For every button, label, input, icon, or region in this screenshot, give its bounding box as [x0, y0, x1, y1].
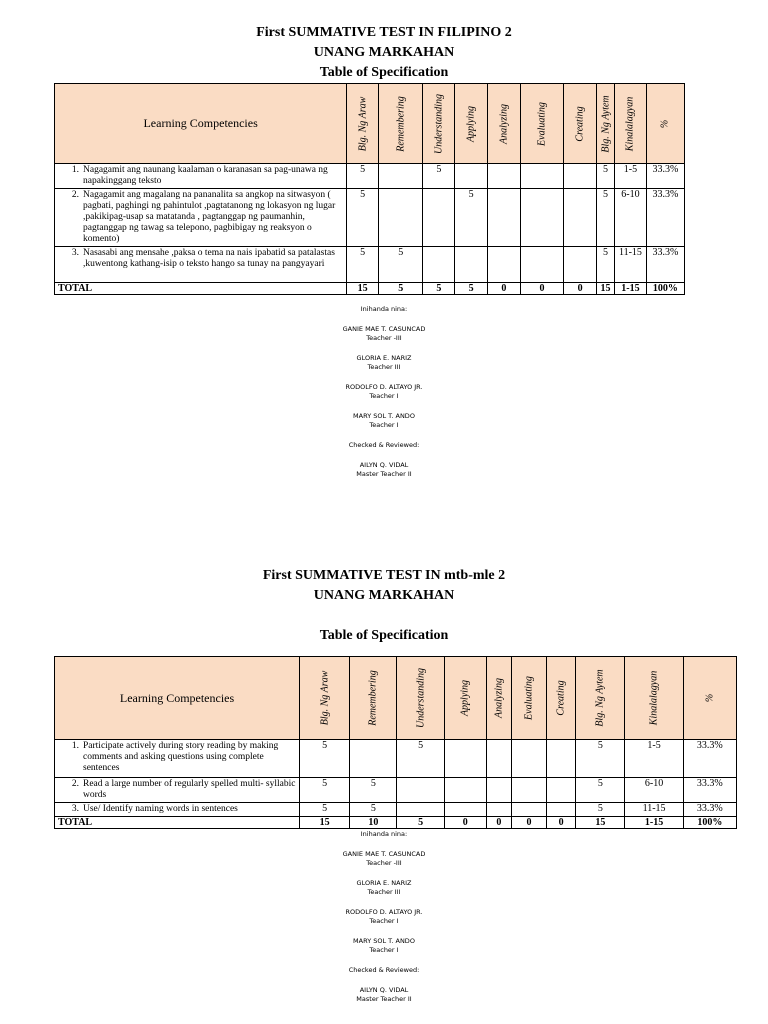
header-col-6	[564, 84, 597, 164]
competency-text	[58, 190, 343, 245]
header-col-label: Remembering	[395, 95, 407, 152]
section1-title-line3: Table of Specification	[319, 65, 449, 80]
competency-number: 3.	[71, 248, 79, 258]
section2-title-line1: First SUMMATIVE TEST IN mtb-mle 2	[262, 568, 506, 583]
total-row	[55, 817, 737, 829]
header-col-6	[547, 657, 576, 740]
header-learning-competencies: Learning Competencies	[55, 84, 347, 164]
total-label: TOTAL	[55, 817, 300, 829]
competency-number: 1.	[71, 741, 79, 751]
signatory-role: Teacher I	[369, 917, 399, 925]
header-col-label: Applying	[465, 105, 477, 142]
value-cell	[547, 803, 576, 817]
value-cell	[444, 740, 486, 778]
value-cell: 33.3%	[683, 778, 736, 803]
header-col-label: Blg. Ng Aytem	[594, 669, 606, 727]
header-col-label: Kinalalagyan	[648, 670, 660, 726]
table-row	[55, 740, 737, 778]
value-cell: 6-10	[625, 778, 683, 803]
value-cell: 5	[350, 778, 397, 803]
header-col-7	[597, 84, 615, 164]
total-cell: 15	[597, 283, 615, 295]
total-cell: 15	[300, 817, 350, 829]
header-col-2	[397, 657, 444, 740]
competency-number: 3.	[71, 804, 79, 814]
total-cell: 5	[455, 283, 488, 295]
competency-description: Read a large number of regularly spelled multi- syllabic words	[83, 779, 296, 800]
competency-cell	[55, 803, 300, 817]
competency-text	[58, 165, 343, 187]
signatory-role: Teacher -III	[366, 334, 402, 342]
value-cell: 5	[576, 778, 625, 803]
table-row	[55, 778, 737, 803]
value-cell: 33.3%	[683, 803, 736, 817]
value-cell	[350, 740, 397, 778]
header-col-0	[347, 84, 379, 164]
header-col-label: %	[659, 119, 671, 128]
competency-text	[58, 779, 296, 801]
signatories-block-2	[0, 830, 768, 1004]
header-col-0	[300, 657, 350, 740]
competency-number: 1.	[71, 165, 79, 175]
value-cell	[520, 247, 563, 283]
value-cell	[455, 164, 488, 189]
value-cell	[455, 247, 488, 283]
total-cell: 1-15	[625, 817, 683, 829]
value-cell	[444, 803, 486, 817]
header-col-label: Understanding	[433, 93, 445, 154]
value-cell	[520, 164, 563, 189]
signatory-role: Teacher I	[369, 392, 399, 400]
competency-cell	[55, 189, 347, 247]
reviewer-name: AILYN Q. VIDAL	[359, 461, 409, 469]
value-cell: 5	[347, 247, 379, 283]
value-cell: 5	[347, 164, 379, 189]
section1-title	[0, 23, 768, 83]
value-cell: 33.3%	[683, 740, 736, 778]
value-cell: 33.3%	[646, 247, 684, 283]
total-cell: 5	[397, 817, 444, 829]
value-cell	[520, 189, 563, 247]
header-col-3	[444, 657, 486, 740]
total-cell: 0	[488, 283, 521, 295]
header-col-1	[378, 84, 422, 164]
value-cell	[378, 189, 422, 247]
signatories-block-1	[0, 305, 768, 479]
value-cell: 5	[576, 740, 625, 778]
header-col-label: Evaluating	[536, 101, 548, 146]
table-header-row	[55, 84, 685, 164]
value-cell: 5	[300, 803, 350, 817]
total-cell: 0	[520, 283, 563, 295]
total-cell: 0	[486, 817, 511, 829]
value-cell: 6-10	[615, 189, 647, 247]
signatory-name: GANIE MAE T. CASUNCAD	[342, 325, 426, 333]
value-cell	[547, 740, 576, 778]
signatory-role: Teacher I	[369, 946, 399, 954]
header-col-1	[350, 657, 397, 740]
total-cell: 0	[511, 817, 546, 829]
total-cell: 0	[444, 817, 486, 829]
signatory-name: MARY SOL T. ANDO	[353, 937, 415, 945]
total-cell: 1-15	[615, 283, 647, 295]
prepared-by-label: Inihanda nina:	[360, 305, 408, 313]
header-col-label: Blg. Ng Aytem	[600, 94, 612, 153]
value-cell	[397, 803, 444, 817]
header-col-label: Evaluating	[523, 676, 535, 720]
spec-table-filipino	[54, 83, 685, 295]
value-cell: 11-15	[615, 247, 647, 283]
total-cell: 100%	[683, 817, 736, 829]
competency-description: Use/ Identify naming words in sentences	[83, 804, 238, 814]
competency-number: 2.	[71, 779, 79, 789]
spec-table-mtb-mle	[54, 656, 737, 829]
signatory-name: RODOLFO D. ALTAYO JR.	[345, 383, 423, 391]
value-cell	[486, 740, 511, 778]
signatory-name: MARY SOL T. ANDO	[353, 412, 415, 420]
value-cell	[564, 247, 597, 283]
header-col-9	[646, 84, 684, 164]
total-cell: 5	[423, 283, 455, 295]
signatory-role: Teacher I	[369, 421, 399, 429]
header-col-5	[511, 657, 546, 740]
total-cell: 0	[564, 283, 597, 295]
signatory-name: GLORIA E. NARIZ	[356, 879, 412, 887]
value-cell: 5	[455, 189, 488, 247]
checked-reviewed-label: Checked & Reviewed:	[348, 966, 420, 974]
total-cell: 0	[547, 817, 576, 829]
value-cell	[511, 740, 546, 778]
value-cell	[378, 164, 422, 189]
header-col-label: Understanding	[415, 668, 427, 728]
value-cell	[423, 247, 455, 283]
section2-title-line2: UNANG MARKAHAN	[313, 588, 455, 603]
value-cell: 1-5	[615, 164, 647, 189]
competency-cell	[55, 740, 300, 778]
table-row	[55, 247, 685, 283]
section1-title-line1: First SUMMATIVE TEST IN FILIPINO 2	[256, 25, 512, 40]
table-header-row	[55, 657, 737, 740]
value-cell	[488, 247, 521, 283]
competency-cell	[55, 778, 300, 803]
reviewer-name: AILYN Q. VIDAL	[359, 986, 409, 994]
header-learning-competencies: Learning Competencies	[55, 657, 300, 740]
signatory-name: RODOLFO D. ALTAYO JR.	[345, 908, 423, 916]
header-col-label: Blg. Ng Araw	[319, 670, 331, 726]
header-col-3	[455, 84, 488, 164]
section2-title-line3: Table of Specification	[319, 628, 449, 643]
value-cell: 11-15	[625, 803, 683, 817]
header-col-label: Blg. Ng Araw	[357, 96, 369, 151]
value-cell	[511, 778, 546, 803]
table-row	[55, 164, 685, 189]
header-col-label: %	[704, 693, 716, 703]
header-col-8	[615, 84, 647, 164]
value-cell	[564, 164, 597, 189]
competency-description: Nagagamit ang naunang kaalaman o karanasan sa pag-unawa ng napakinggang teksto	[83, 165, 328, 186]
reviewer-role: Master Teacher II	[356, 470, 412, 478]
header-col-label: Applying	[459, 679, 471, 717]
prepared-by-label: Inihanda nina:	[360, 830, 408, 838]
value-cell	[564, 189, 597, 247]
competency-text	[58, 741, 296, 774]
competency-cell	[55, 164, 347, 189]
table-row	[55, 803, 737, 817]
total-cell: 10	[350, 817, 397, 829]
value-cell: 33.3%	[646, 189, 684, 247]
total-label: TOTAL	[55, 283, 347, 295]
section2-title	[0, 566, 768, 646]
value-cell: 5	[350, 803, 397, 817]
header-col-label: Analyzing	[493, 678, 505, 718]
header-col-label: Remembering	[367, 670, 379, 726]
value-cell	[547, 778, 576, 803]
value-cell: 5	[597, 164, 615, 189]
value-cell	[488, 164, 521, 189]
header-col-7	[576, 657, 625, 740]
value-cell: 5	[300, 740, 350, 778]
value-cell: 5	[597, 247, 615, 283]
header-col-label: Creating	[555, 680, 567, 716]
header-col-4	[486, 657, 511, 740]
total-cell: 5	[378, 283, 422, 295]
value-cell	[486, 803, 511, 817]
total-cell: 15	[347, 283, 379, 295]
value-cell	[511, 803, 546, 817]
value-cell: 5	[378, 247, 422, 283]
value-cell	[444, 778, 486, 803]
total-cell: 100%	[646, 283, 684, 295]
competency-text	[58, 804, 296, 815]
value-cell: 33.3%	[646, 164, 684, 189]
total-row	[55, 283, 685, 295]
value-cell: 5	[347, 189, 379, 247]
value-cell	[397, 778, 444, 803]
header-col-9	[683, 657, 736, 740]
value-cell: 5	[300, 778, 350, 803]
reviewer-role: Master Teacher II	[356, 995, 412, 1003]
competency-text	[58, 248, 343, 270]
value-cell: 5	[576, 803, 625, 817]
competency-description: Nagagamit ang magalang na pananalita sa angkop na sitwasyon ( pagbati, paghingi ng pahintulot ,pagtatanong ng lokasyon ng lugar ,pakikipag-usap sa matatanda , pagtanggap ng paumanhin, pagtanggap ng tawag sa telepono, pagbibigay ng reaksyon o komento)	[83, 190, 336, 244]
header-col-8	[625, 657, 683, 740]
signatory-name: GLORIA E. NARIZ	[356, 354, 412, 362]
value-cell: 5	[597, 189, 615, 247]
competency-description: Participate actively during story reading by making comments and asking questions using complete sentences	[83, 741, 279, 773]
competency-cell	[55, 247, 347, 283]
header-col-2	[423, 84, 455, 164]
section1-title-line2: UNANG MARKAHAN	[313, 45, 455, 60]
competency-description: Nasasabi ang mensahe ,paksa o tema na nais ipabatid sa patalastas ,kuwentong kathang-isip o teksto hango sa tunay na pangyayari	[83, 248, 335, 269]
value-cell: 5	[397, 740, 444, 778]
total-cell: 15	[576, 817, 625, 829]
signatory-role: Teacher -III	[366, 859, 402, 867]
header-col-4	[488, 84, 521, 164]
competency-number: 2.	[71, 190, 79, 200]
header-col-label: Analyzing	[498, 103, 510, 144]
value-cell	[488, 189, 521, 247]
table-row	[55, 189, 685, 247]
header-col-label: Kinalalagyan	[624, 96, 636, 151]
value-cell: 1-5	[625, 740, 683, 778]
signatory-role: Teacher III	[367, 363, 401, 371]
value-cell: 5	[423, 164, 455, 189]
header-col-5	[520, 84, 563, 164]
value-cell	[486, 778, 511, 803]
signatory-name: GANIE MAE T. CASUNCAD	[342, 850, 426, 858]
header-col-label: Creating	[574, 105, 586, 142]
signatory-role: Teacher III	[367, 888, 401, 896]
checked-reviewed-label: Checked & Reviewed:	[348, 441, 420, 449]
value-cell	[423, 189, 455, 247]
